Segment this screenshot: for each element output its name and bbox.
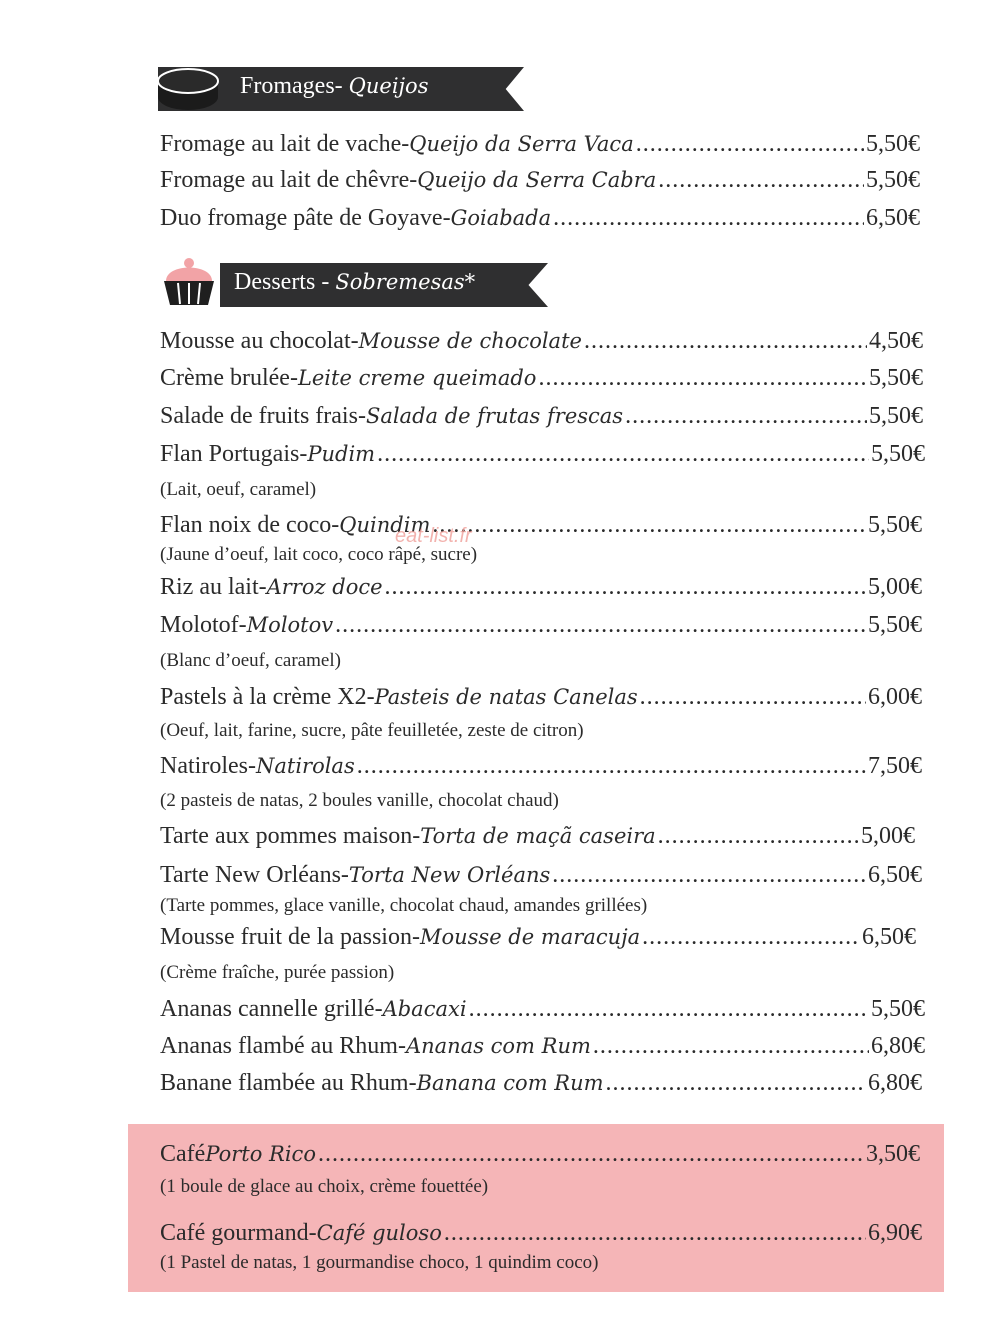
dot-leader bbox=[444, 1220, 866, 1247]
item-portuguese-name: Arroz doce bbox=[266, 575, 383, 599]
item-price: 3,50€ bbox=[866, 1141, 920, 1167]
item-name: Mousse au chocolat bbox=[160, 328, 351, 354]
menu-item bbox=[160, 1033, 925, 1060]
menu-item bbox=[160, 365, 923, 392]
item-description: (Tarte pommes, glace vanille, chocolat chaud, amandes grillées) bbox=[160, 895, 648, 916]
item-name: Banane flambée au Rhum bbox=[160, 1070, 409, 1096]
dot-leader bbox=[642, 924, 860, 951]
item-description: (2 pasteis de natas, 2 boules vanille, chocolat chaud) bbox=[160, 790, 559, 811]
item-price: 4,50€ bbox=[869, 328, 923, 354]
menu-item bbox=[160, 328, 923, 355]
item-separator: - bbox=[350, 328, 359, 354]
item-name: Crème brulée bbox=[160, 365, 290, 391]
item-description: (1 boule de glace au choix, crème fouettée) bbox=[160, 1176, 489, 1197]
item-name: Mousse fruit de la passion bbox=[160, 924, 412, 950]
item-portuguese-name: Ananas com Rum bbox=[405, 1034, 591, 1058]
section-title bbox=[240, 73, 428, 100]
item-portuguese-name: Queijo da Serra Vaca bbox=[409, 132, 634, 156]
menu-item bbox=[160, 403, 923, 430]
item-name: Café bbox=[160, 1141, 206, 1167]
item-separator: - bbox=[299, 441, 308, 467]
item-price: 7,50€ bbox=[868, 753, 922, 779]
item-name: Flan Portugais bbox=[160, 441, 300, 467]
item-portuguese-name: Pudim bbox=[307, 442, 376, 466]
dot-leader bbox=[640, 684, 866, 711]
item-price: 5,50€ bbox=[869, 403, 923, 429]
item-name: Riz au lait bbox=[160, 574, 259, 600]
item-separator: - bbox=[340, 862, 349, 888]
dot-leader bbox=[377, 441, 869, 468]
item-separator: - bbox=[397, 1033, 406, 1059]
item-description: (Crème fraîche, purée passion) bbox=[160, 962, 395, 983]
item-portuguese-name: Torta New Orléans bbox=[348, 863, 551, 887]
item-separator: - bbox=[401, 131, 410, 157]
item-name: Flan noix de coco bbox=[160, 512, 332, 538]
item-portuguese-name: Natirolas bbox=[255, 754, 355, 778]
menu-item bbox=[160, 205, 920, 232]
item-price: 5,50€ bbox=[868, 512, 922, 538]
menu-item bbox=[160, 1070, 922, 1097]
item-portuguese-name: Molotov bbox=[246, 613, 334, 637]
item-price: 5,50€ bbox=[866, 131, 920, 157]
cupcake-icon bbox=[158, 255, 220, 307]
menu-item bbox=[160, 1141, 920, 1168]
item-separator: - bbox=[411, 924, 420, 950]
dot-leader bbox=[553, 205, 864, 232]
item-portuguese-name: Abacaxi bbox=[382, 997, 467, 1021]
item-name: Tarte aux pommes maison bbox=[160, 823, 413, 849]
item-price: 6,00€ bbox=[868, 684, 922, 710]
item-portuguese-name: Salada de frutas frescas bbox=[365, 404, 624, 428]
menu-item bbox=[160, 684, 922, 711]
item-separator: - bbox=[247, 753, 256, 779]
item-separator: - bbox=[442, 205, 451, 231]
item-price: 5,50€ bbox=[866, 167, 920, 193]
menu-item bbox=[160, 753, 922, 780]
item-price: 5,00€ bbox=[868, 574, 922, 600]
item-separator: - bbox=[258, 574, 267, 600]
cheese-wheel-icon bbox=[158, 67, 224, 111]
menu-item bbox=[160, 512, 922, 539]
dot-leader bbox=[584, 328, 867, 355]
item-price: 5,50€ bbox=[869, 365, 923, 391]
item-name: Tarte New Orléans bbox=[160, 862, 341, 888]
item-portuguese-name: Café guloso bbox=[316, 1221, 442, 1245]
menu-item bbox=[160, 131, 920, 158]
item-separator: - bbox=[331, 512, 340, 538]
item-portuguese-name: Banana com Rum bbox=[416, 1071, 604, 1095]
section-banner-desserts bbox=[158, 263, 548, 307]
item-description: (Oeuf, lait, farine, sucre, pâte feuilletée, zeste de citron) bbox=[160, 720, 584, 741]
item-portuguese-name: Porto Rico bbox=[205, 1142, 316, 1166]
item-name: Fromage au lait de chêvre bbox=[160, 167, 410, 193]
item-separator: - bbox=[374, 996, 383, 1022]
section-subtitle: Queijos bbox=[348, 74, 429, 98]
dot-leader bbox=[357, 753, 866, 780]
item-portuguese-name: Queijo da Serra Cabra bbox=[417, 168, 657, 192]
item-portuguese-name: Quindim bbox=[339, 513, 431, 537]
item-separator: - bbox=[408, 1070, 417, 1096]
menu-item bbox=[160, 924, 916, 951]
menu-item bbox=[160, 823, 915, 850]
menu-item bbox=[160, 1220, 922, 1247]
item-price: 6,90€ bbox=[868, 1220, 922, 1246]
dot-leader bbox=[658, 823, 859, 850]
item-separator: - bbox=[357, 403, 366, 429]
item-portuguese-name: Torta de maçã caseira bbox=[420, 824, 656, 848]
item-name: Café gourmand bbox=[160, 1220, 309, 1246]
dot-leader bbox=[636, 131, 864, 158]
item-portuguese-name: Mousse de maracuja bbox=[419, 925, 641, 949]
menu-item bbox=[160, 862, 922, 889]
dot-leader bbox=[625, 403, 867, 430]
watermark: eat-list.fr bbox=[395, 525, 472, 547]
item-name: Pastels à la crème X2 bbox=[160, 684, 367, 710]
item-separator: - bbox=[289, 365, 298, 391]
item-separator: - bbox=[366, 684, 375, 710]
item-portuguese-name: Mousse de chocolate bbox=[358, 329, 582, 353]
dot-leader bbox=[469, 996, 869, 1023]
item-name: Fromage au lait de vache bbox=[160, 131, 402, 157]
item-price: 6,50€ bbox=[862, 924, 916, 950]
section-title-separator: - bbox=[315, 269, 336, 295]
item-portuguese-name: Goiabada bbox=[450, 206, 552, 230]
item-name: Natiroles bbox=[160, 753, 248, 779]
menu-item bbox=[160, 996, 925, 1023]
menu-item bbox=[160, 574, 922, 601]
item-name: Ananas flambé au Rhum bbox=[160, 1033, 398, 1059]
item-description: (1 Pastel de natas, 1 gourmandise choco, 1 quindim coco) bbox=[160, 1252, 599, 1273]
section-title-main: Fromages bbox=[240, 73, 335, 99]
item-price: 6,80€ bbox=[871, 1033, 925, 1059]
item-separator: - bbox=[308, 1220, 317, 1246]
dot-leader bbox=[318, 1141, 864, 1168]
item-price: 6,50€ bbox=[868, 862, 922, 888]
item-portuguese-name: Pasteis de natas Canelas bbox=[374, 685, 638, 709]
menu-item bbox=[160, 441, 925, 468]
item-price: 5,50€ bbox=[871, 441, 925, 467]
item-description: (Lait, oeuf, caramel) bbox=[160, 479, 317, 500]
dot-leader bbox=[432, 512, 866, 539]
section-title-main: Desserts bbox=[234, 269, 316, 295]
menu-item bbox=[160, 167, 920, 194]
item-portuguese-name: Leite creme queimado bbox=[297, 366, 537, 390]
dot-leader bbox=[335, 612, 866, 639]
dot-leader bbox=[658, 167, 864, 194]
item-description: (Jaune d’oeuf, lait coco, coco râpé, sucre) bbox=[160, 544, 478, 565]
item-price: 5,50€ bbox=[868, 612, 922, 638]
section-title bbox=[234, 269, 475, 296]
dot-leader bbox=[606, 1070, 866, 1097]
dot-leader bbox=[538, 365, 867, 392]
item-separator: - bbox=[409, 167, 418, 193]
item-price: 5,00€ bbox=[861, 823, 915, 849]
item-price: 5,50€ bbox=[871, 996, 925, 1022]
item-name: Molotof bbox=[160, 612, 239, 638]
section-banner-fromages bbox=[158, 67, 524, 111]
item-description: (Blanc d’oeuf, caramel) bbox=[160, 650, 341, 671]
dot-leader bbox=[552, 862, 866, 889]
item-price: 6,80€ bbox=[868, 1070, 922, 1096]
menu-item bbox=[160, 612, 922, 639]
section-title-separator: - bbox=[334, 73, 349, 99]
item-price: 6,50€ bbox=[866, 205, 920, 231]
item-separator: - bbox=[238, 612, 247, 638]
item-separator: - bbox=[412, 823, 421, 849]
dot-leader bbox=[593, 1033, 869, 1060]
item-name: Salade de fruits frais bbox=[160, 403, 358, 429]
dot-leader bbox=[385, 574, 866, 601]
section-subtitle: Sobremesas* bbox=[335, 270, 476, 294]
item-name: Ananas cannelle grillé bbox=[160, 996, 375, 1022]
item-name: Duo fromage pâte de Goyave bbox=[160, 205, 443, 231]
